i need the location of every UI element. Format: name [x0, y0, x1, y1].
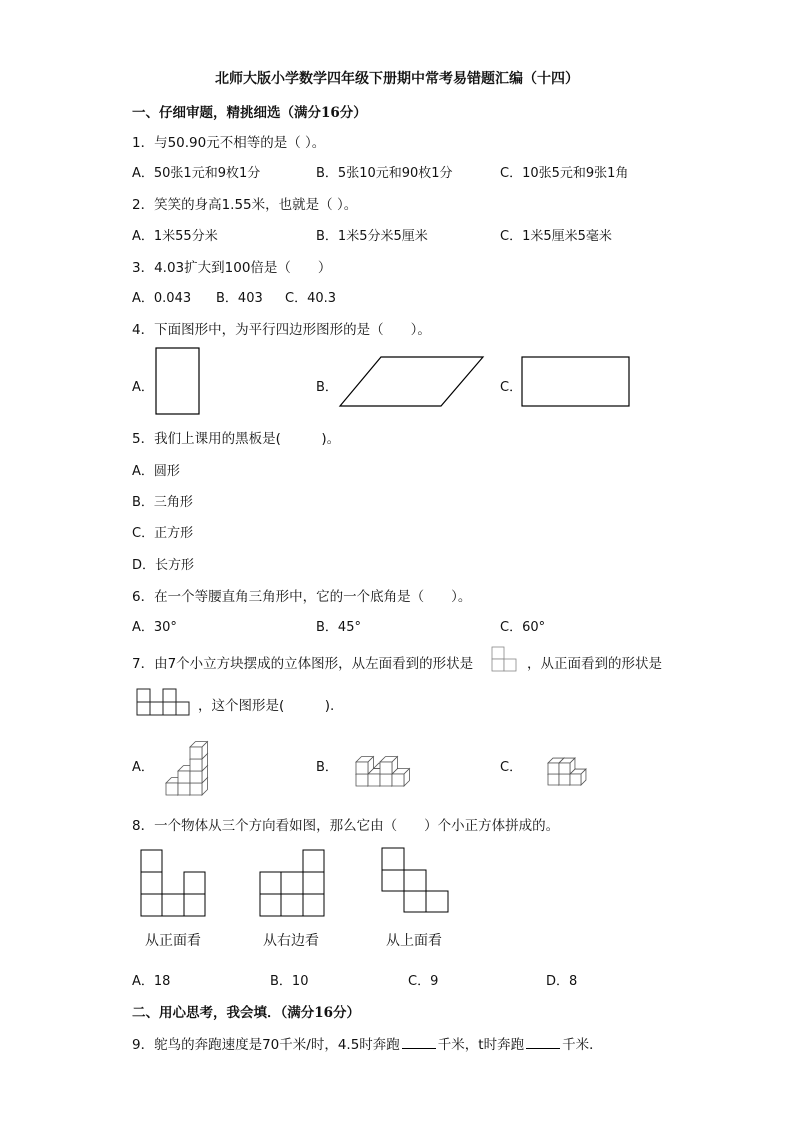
q5-option-b: B．三角形 — [132, 495, 193, 510]
q6-option-a: A．30° — [132, 620, 177, 635]
page-title: 北师大版小学数学四年级下册期中常考易错题汇编（十四） — [215, 71, 579, 87]
q6-option-c: C．60° — [500, 620, 546, 635]
q7-option-a-cube-figure — [160, 733, 230, 801]
q4-parallelogram — [338, 355, 486, 409]
q2-option-c: C．1米5厘米5毫米 — [500, 229, 612, 244]
question-2: 2．笑笑的身高1.55米，也就是（ ）。 — [132, 197, 358, 213]
q7-option-a: A． — [132, 760, 154, 775]
question-3: 3．4.03扩大到100倍是（ ） — [132, 260, 332, 276]
question-4: 4．下面图形中，为平行四边形图形的是（ ）。 — [132, 322, 431, 338]
q6-option-b: B．45° — [316, 620, 361, 635]
q3-option-c: C．40.3 — [285, 291, 337, 306]
q4-tall-rectangle — [155, 347, 201, 417]
section-1-heading: 一、仔细审题，精挑细选（满分16分） — [132, 105, 367, 121]
q5-option-c: C．正方形 — [132, 526, 194, 541]
question-8: 8．一个物体从三个方向看如图，那么它由（ ）个小正方体拼成的。 — [132, 818, 560, 834]
question-7-part-3: ，这个图形是( ). — [198, 698, 335, 714]
q9-text-part-2: 千米，t时奔跑 — [437, 1037, 525, 1053]
q7-option-c-cube-figure — [544, 747, 600, 789]
q8-option-c: C．9 — [408, 974, 439, 989]
cube-group — [548, 758, 586, 785]
q8-caption-front: 从正面看 — [145, 933, 201, 949]
section-2-heading: 二、用心思考，我会填．（满分16分） — [132, 1005, 361, 1021]
q4-option-a: A． — [132, 380, 154, 395]
q1-option-b: B．5张10元和90枚1分 — [316, 166, 453, 181]
q8-top-view-grid — [381, 847, 451, 915]
q2-option-a: A．1米55分米 — [132, 229, 218, 244]
q7-option-c: C． — [500, 760, 523, 775]
cube-group — [166, 742, 207, 795]
q4-wide-rectangle — [521, 356, 633, 410]
q9-text-part-1: 9．鸵鸟的奔跑速度是70千米/时，4.5时奔跑 — [132, 1037, 400, 1053]
question-7-part-1: 7．由7个小立方块摆成的立体图形，从左面看到的形状是 — [132, 656, 474, 672]
question-1: 1．与50.90元不相等的是（ ）。 — [132, 135, 326, 151]
q5-option-d: D．长方形 — [132, 558, 195, 573]
q7-option-b: B． — [316, 760, 338, 775]
question-6: 6．在一个等腰直角三角形中，它的一个底角是（ ）。 — [132, 589, 472, 605]
q8-front-view-grid — [140, 849, 208, 917]
q2-option-b: B．1米5分米5厘米 — [316, 229, 428, 244]
q1-option-c: C．10张5元和9张1角 — [500, 166, 629, 181]
q4-option-c: C． — [500, 380, 523, 395]
q3-option-a: A．0.043 — [132, 291, 192, 306]
cube-group — [356, 757, 409, 786]
q8-caption-top: 从上面看 — [386, 933, 442, 949]
q8-option-d: D．8 — [546, 974, 578, 989]
q8-option-b: B．10 — [270, 974, 309, 989]
q9-text-part-3: 千米． — [562, 1037, 603, 1053]
q4-option-b: B． — [316, 380, 338, 395]
q1-option-a: A．50张1元和9枚1分 — [132, 166, 261, 181]
q8-caption-right: 从右边看 — [263, 933, 319, 949]
q3-option-b: B．403 — [216, 291, 263, 306]
question-9 — [132, 1033, 603, 1053]
q8-option-a: A．18 — [132, 974, 171, 989]
q8-right-view-grid — [259, 849, 327, 917]
q9-blank-2[interactable] — [526, 1036, 560, 1049]
q7-option-b-cube-figure — [350, 742, 430, 790]
q7-left-view-figure — [490, 645, 520, 673]
question-7-part-2: ，从正面看到的形状是 — [527, 656, 662, 672]
q5-option-a: A．圆形 — [132, 464, 180, 479]
q7-front-view-figure — [136, 686, 194, 718]
question-5: 5．我们上课用的黑板是( )。 — [132, 431, 341, 447]
q9-blank-1[interactable] — [402, 1036, 436, 1049]
